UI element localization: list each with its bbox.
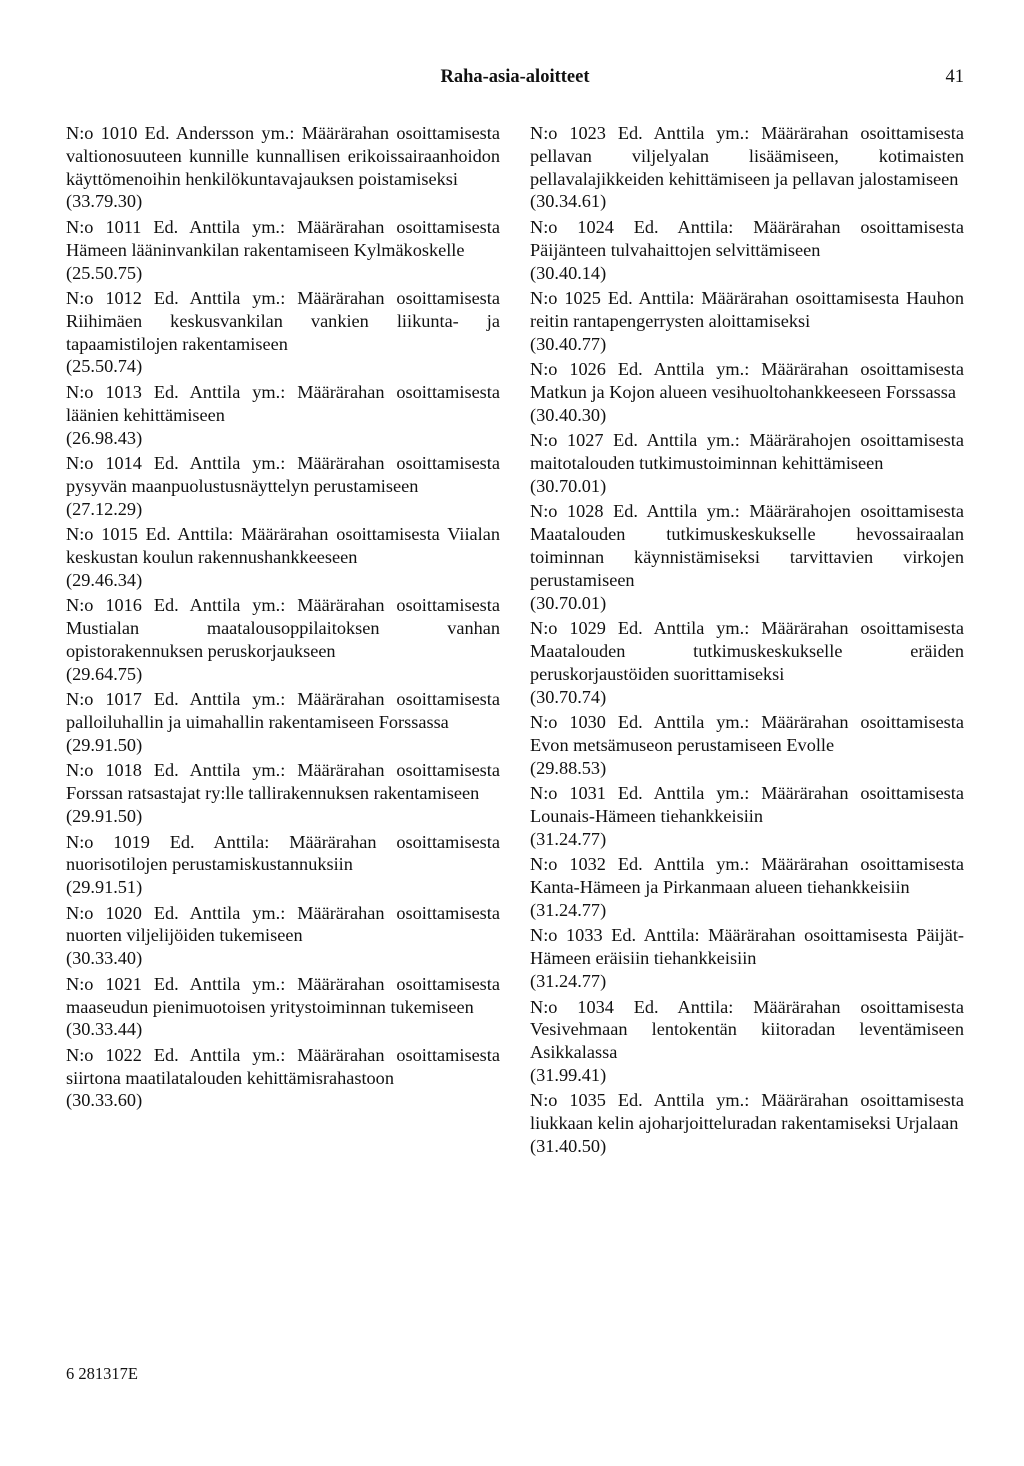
budget-code: (30.33.40) xyxy=(66,948,143,969)
motion-text: N:o 1026 Ed. Anttila ym.: Määrärahan osoittamisesta Matkun ja Kojon alueen vesihuoltohankkeeseen Forssassa xyxy=(530,359,964,402)
budget-code: (30.40.77) xyxy=(530,333,607,354)
motion-entry xyxy=(66,973,500,1041)
budget-code: (26.98.43) xyxy=(66,427,143,448)
budget-code: (30.70.01) xyxy=(530,475,607,496)
motion-entry xyxy=(66,688,500,756)
motion-text: N:o 1013 Ed. Anttila ym.: Määrärahan osoittamisesta läänien kehittämiseen xyxy=(66,381,500,425)
budget-code: (31.24.77) xyxy=(530,828,607,849)
motion-text: N:o 1023 Ed. Anttila ym.: Määrärahan osoittamisesta pellavan viljelyalan lisäämiseen, kotimaisten pellavalajikkeiden kehittämiseen ja pellavan jalostamiseen xyxy=(530,123,964,189)
motion-text: N:o 1016 Ed. Anttila ym.: Määrärahan osoittamisesta Mustialan maatalousoppilaitoksen vanhan opistorakennuksen peruskorjaukseen xyxy=(66,595,500,661)
motion-text: N:o 1035 Ed. Anttila ym.: Määrärahan osoittamisesta liukkaan kelin ajoharjoitteluradan rakentamiseksi Urjalaan xyxy=(530,1090,964,1134)
page-number: 41 xyxy=(945,67,964,87)
budget-code: (30.70.01) xyxy=(530,592,607,613)
budget-code: (29.91.51) xyxy=(66,877,143,898)
budget-code: (29.91.50) xyxy=(66,805,143,826)
print-code: 6 281317E xyxy=(66,1364,138,1383)
motion-text: N:o 1028 Ed. Anttila ym.: Määrärahojen osoittamisesta Maatalouden tutkimuskeskukselle hevossairaalan toiminnan käynnistämiseksi tarvittavien virkojen perustamiseen xyxy=(530,501,964,590)
motion-text: N:o 1021 Ed. Anttila ym.: Määrärahan osoittamisesta maaseudun pienimuotoisen yritystoiminnan tukemiseen xyxy=(66,973,500,1017)
motion-entry xyxy=(530,216,964,284)
budget-code: (30.40.30) xyxy=(530,404,607,425)
motion-entry xyxy=(530,711,964,779)
motion-text: N:o 1011 Ed. Anttila ym.: Määrärahan osoittamisesta Hämeen lääninvankilan rakentamiseen Kylmäkoskelle xyxy=(66,216,500,260)
page-header xyxy=(66,66,964,90)
budget-code: (30.40.14) xyxy=(530,262,607,283)
motion-entry xyxy=(530,122,964,213)
motion-text: N:o 1033 Ed. Anttila: Määrärahan osoittamisesta Päijät-Hämeen eräisiin tiehankkeisiin xyxy=(530,925,964,969)
motion-entry xyxy=(66,523,500,591)
motion-entry xyxy=(66,902,500,970)
budget-code: (30.33.44) xyxy=(66,1019,143,1040)
motion-entry xyxy=(66,381,500,449)
motion-entry xyxy=(66,216,500,284)
motion-text: N:o 1014 Ed. Anttila ym.: Määrärahan osoittamisesta pysyvän maanpuolustusnäyttelyn perustamiseen xyxy=(66,453,500,496)
motion-text: N:o 1032 Ed. Anttila ym.: Määrärahan osoittamisesta Kanta-Hämeen ja Pirkanmaan alueen tiehankkeisiin xyxy=(530,854,964,898)
motion-text: N:o 1020 Ed. Anttila ym.: Määrärahan osoittamisesta nuorten viljelijöiden tukemiseen xyxy=(66,902,500,946)
motion-text: N:o 1010 Ed. Andersson ym.: Määrärahan osoittamisesta valtionosuuteen kunnille kunnallisen erikoissairaanhoidon käyttömenoihin henkilökuntavajauksen poistamiseksi xyxy=(66,123,500,189)
page-title: Raha-asia-aloitteet xyxy=(440,67,590,87)
motion-text: N:o 1027 Ed. Anttila ym.: Määrärahojen osoittamisesta maitotalouden tutkimustoiminnan kehittämiseen xyxy=(530,430,964,474)
motion-entry xyxy=(530,996,964,1087)
motion-text: N:o 1024 Ed. Anttila: Määrärahan osoittamisesta Päijänteen tulvahaittojen selvittämiseen xyxy=(530,216,964,260)
motion-entry xyxy=(530,429,964,497)
budget-code: (29.46.34) xyxy=(66,569,143,590)
left-column xyxy=(66,122,500,1115)
motion-entry xyxy=(530,782,964,850)
motion-text: N:o 1022 Ed. Anttila ym.: Määrärahan osoittamisesta siirtona maatilatalouden kehittämisrahastoon xyxy=(66,1044,500,1088)
budget-code: (29.88.53) xyxy=(530,757,607,778)
motion-text: N:o 1034 Ed. Anttila: Määrärahan osoittamisesta Vesivehmaan lentokentän kiitoradan leventämiseen Asikkalassa xyxy=(530,996,964,1063)
budget-code: (25.50.74) xyxy=(66,356,143,377)
motion-text: N:o 1017 Ed. Anttila ym.: Määrärahan osoittamisesta palloiluhallin ja uimahallin rakentamiseen Forssassa xyxy=(66,689,500,733)
motion-text: N:o 1029 Ed. Anttila ym.: Määrärahan osoittamisesta Maatalouden tutkimuskeskukselle eräiden peruskorjaustöiden suorittamiseksi xyxy=(530,618,964,684)
budget-code: (30.70.74) xyxy=(530,686,607,707)
motion-entry xyxy=(530,924,964,992)
motion-entry xyxy=(66,1044,500,1112)
budget-code: (31.40.50) xyxy=(530,1136,607,1157)
motion-entry xyxy=(530,500,964,614)
right-column xyxy=(530,122,964,1161)
budget-code: (27.12.29) xyxy=(66,498,143,519)
motion-text: N:o 1018 Ed. Anttila ym.: Määrärahan osoittamisesta Forssan ratsastajat ry:lle tallirakennuksen rakentamiseen xyxy=(66,760,500,804)
motion-text: N:o 1025 Ed. Anttila: Määrärahan osoittamisesta Hauhon reitin rantapengerrysten aloittamiseksi xyxy=(530,288,964,331)
budget-code: (30.33.60) xyxy=(66,1090,143,1111)
motion-entry xyxy=(66,122,500,213)
motion-text: N:o 1031 Ed. Anttila ym.: Määrärahan osoittamisesta Lounais-Hämeen tiehankkeisiin xyxy=(530,783,964,826)
budget-code: (31.99.41) xyxy=(530,1064,607,1085)
motion-entry xyxy=(530,853,964,921)
motion-text: N:o 1030 Ed. Anttila ym.: Määrärahan osoittamisesta Evon metsämuseon perustamiseen Evolle xyxy=(530,712,964,755)
motion-entry xyxy=(66,759,500,827)
motion-entry xyxy=(66,831,500,899)
motion-entry xyxy=(66,287,500,378)
motion-text: N:o 1019 Ed. Anttila: Määrärahan osoittamisesta nuorisotilojen perustamiskustannuksiin xyxy=(66,831,500,875)
motion-entry xyxy=(530,1089,964,1157)
budget-code: (33.79.30) xyxy=(66,191,143,212)
motion-entry xyxy=(66,452,500,520)
motion-text: N:o 1012 Ed. Anttila ym.: Määrärahan osoittamisesta Riihimäen keskusvankilan vankien liikunta- ja tapaamistilojen rakentamiseen xyxy=(66,288,500,354)
budget-code: (29.64.75) xyxy=(66,663,143,684)
motion-text: N:o 1015 Ed. Anttila: Määrärahan osoittamisesta Viialan keskustan koulun rakennushankkeeseen xyxy=(66,524,500,568)
motion-entry xyxy=(66,594,500,685)
budget-code: (29.91.50) xyxy=(66,734,143,755)
motion-entry xyxy=(530,358,964,426)
budget-code: (30.34.61) xyxy=(530,191,607,212)
motion-entry xyxy=(530,287,964,355)
budget-code: (31.24.77) xyxy=(530,971,607,992)
budget-code: (31.24.77) xyxy=(530,899,607,920)
motion-entry xyxy=(530,617,964,708)
budget-code: (25.50.75) xyxy=(66,262,143,283)
